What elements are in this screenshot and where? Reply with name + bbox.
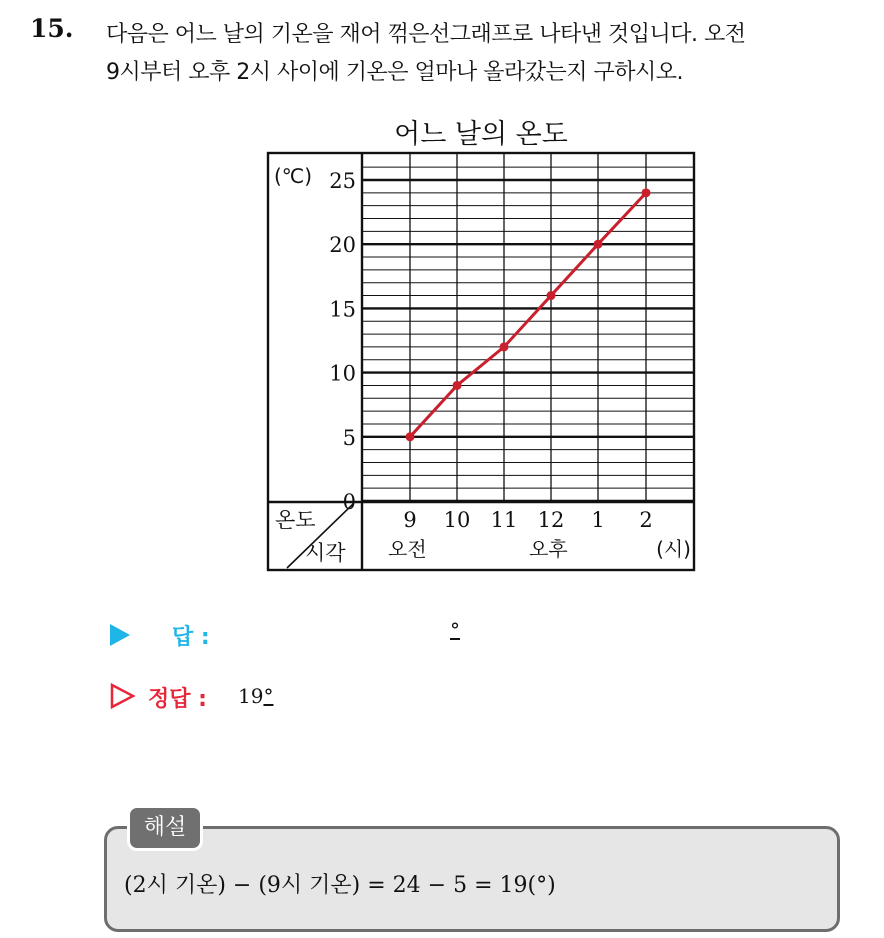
pm-label: 오후 <box>529 537 568 561</box>
correct-answer-label: 정답 : <box>148 687 207 712</box>
y-tick-label: 0 <box>342 490 356 514</box>
explanation-tag: 해설 <box>127 805 203 851</box>
corner-label-temperature: 온도 <box>275 508 316 532</box>
chart-title: 어느 날의 온도 <box>394 119 568 150</box>
am-label: 오전 <box>388 537 427 561</box>
corner-label-time: 시각 <box>305 541 346 565</box>
data-point <box>594 240 603 249</box>
correct-answer-number: 19 <box>238 684 264 708</box>
answer-unit: ° <box>450 618 460 642</box>
data-point <box>500 342 509 351</box>
correct-answer-value <box>238 684 273 708</box>
y-tick-label: 15 <box>329 297 356 322</box>
x-tick-label: 1 <box>591 508 605 532</box>
data-point <box>453 381 462 390</box>
answer-label: 답 : <box>172 625 210 650</box>
x-tick-label: 2 <box>639 508 653 532</box>
correct-arrow-outline-icon <box>110 682 136 710</box>
data-point <box>547 291 556 300</box>
temperature-line <box>410 193 646 437</box>
x-tick-label: 11 <box>490 508 518 532</box>
data-point <box>406 432 415 441</box>
x-tick-label: 12 <box>537 508 565 532</box>
explanation-text: (2시 기온) − (9시 기온) = 24 − 5 = 19(°) <box>124 873 556 898</box>
question-text-line2: 9시부터 오후 2시 사이에 기온은 얼마나 올라갔는지 구하시오. <box>106 60 683 85</box>
y-tick-label: 25 <box>329 169 356 193</box>
question-number: 15. <box>30 14 74 43</box>
data-point <box>642 188 651 197</box>
correct-answer-unit: ° <box>263 684 274 708</box>
x-tick-label: 10 <box>443 508 471 532</box>
y-tick-label: 10 <box>329 361 356 386</box>
y-tick-label: 20 <box>329 233 356 258</box>
x-tick-label: 9 <box>403 508 417 532</box>
x-unit-label: (시) <box>656 537 691 561</box>
y-tick-label: 5 <box>342 425 356 450</box>
question-text-line1: 다음은 어느 날의 기온을 재어 꺾은선그래프로 나타낸 것입니다. 오전 <box>106 22 746 47</box>
y-axis-unit: (℃) <box>274 164 313 188</box>
answer-arrow-icon <box>110 624 130 646</box>
